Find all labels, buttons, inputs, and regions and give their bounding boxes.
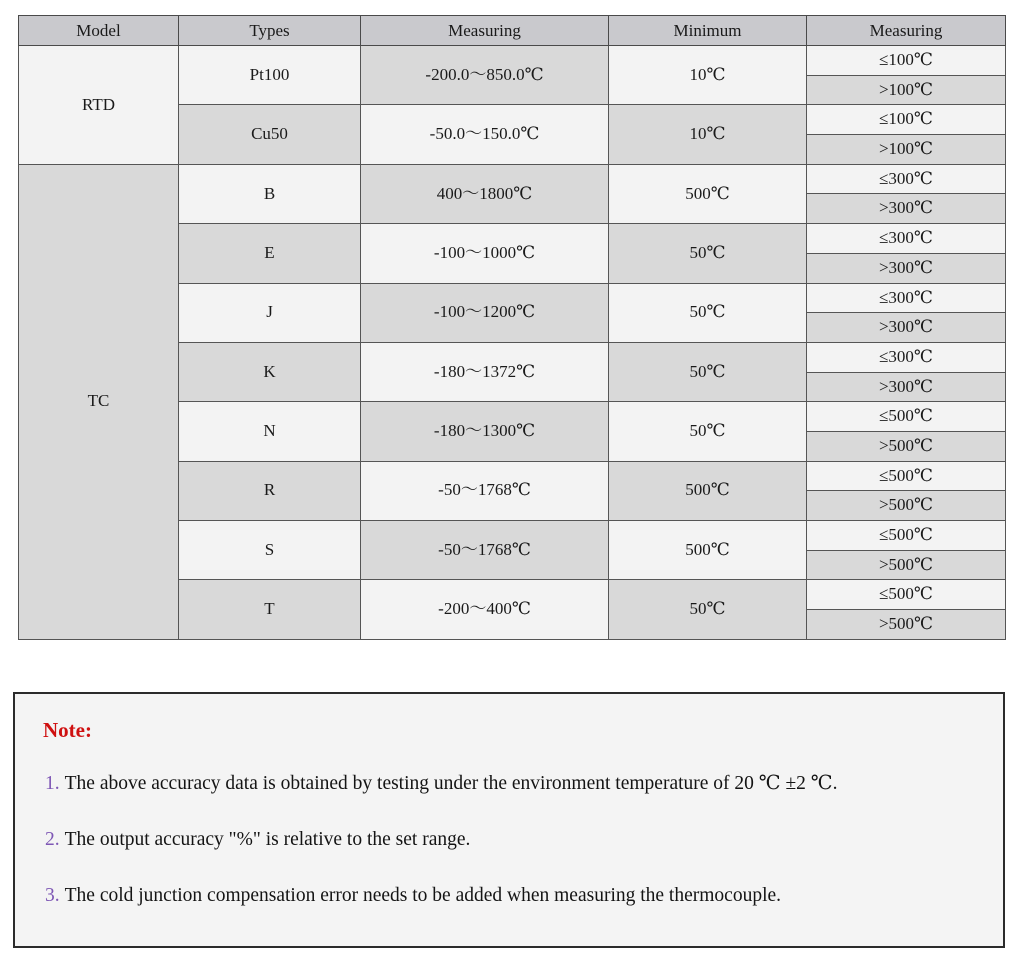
range-cell-low: ≤100℃ (807, 105, 1006, 135)
range-cell-high: >500℃ (807, 610, 1006, 640)
minimum-cell: 50℃ (609, 283, 807, 342)
note-item-text: The cold junction compensation error needs to be added when measuring the thermocouple. (64, 885, 782, 906)
model-cell-rtd: RTD (19, 46, 179, 165)
header-row (19, 16, 1006, 46)
col-header-measuring2: Measuring (807, 16, 1006, 46)
type-cell: T (179, 580, 361, 639)
range-cell-high: >300℃ (807, 194, 1006, 224)
minimum-cell: 50℃ (609, 580, 807, 639)
type-cell: R (179, 461, 361, 520)
range-cell-low: ≤500℃ (807, 521, 1006, 551)
note-item (45, 829, 979, 851)
minimum-cell: 500℃ (609, 521, 807, 580)
range-cell-low: ≤300℃ (807, 224, 1006, 254)
measuring-cell: -200～400℃ (361, 580, 609, 639)
measuring-cell: -100～1200℃ (361, 283, 609, 342)
col-header-model: Model (19, 16, 179, 46)
range-cell-low: ≤500℃ (807, 580, 1006, 610)
range-cell-high: >100℃ (807, 75, 1006, 105)
table-row (19, 164, 1006, 194)
range-cell-low: ≤300℃ (807, 283, 1006, 313)
type-cell: S (179, 521, 361, 580)
measuring-cell: -100～1000℃ (361, 224, 609, 283)
range-cell-high: >500℃ (807, 431, 1006, 461)
measuring-cell: -50～1768℃ (361, 461, 609, 520)
measuring-cell: -50～1768℃ (361, 521, 609, 580)
type-cell: E (179, 224, 361, 283)
range-cell-high: >300℃ (807, 372, 1006, 402)
note-item-number: 1. (45, 773, 60, 794)
col-header-measuring: Measuring (361, 16, 609, 46)
range-cell-high: >500℃ (807, 550, 1006, 580)
range-cell-low: ≤300℃ (807, 342, 1006, 372)
minimum-cell: 10℃ (609, 46, 807, 105)
note-item (45, 771, 979, 795)
note-box (13, 692, 1005, 948)
range-cell-low: ≤100℃ (807, 46, 1006, 76)
measuring-cell: -200.0～850.0℃ (361, 46, 609, 105)
note-item-text: The above accuracy data is obtained by testing under the environment temperature of 20 ℃ ±2 ℃. (64, 773, 838, 794)
note-item-number: 3. (45, 885, 60, 906)
range-cell-high: >100℃ (807, 135, 1006, 165)
measuring-cell: 400～1800℃ (361, 164, 609, 223)
type-cell: J (179, 283, 361, 342)
col-header-types: Types (179, 16, 361, 46)
type-cell: Pt100 (179, 46, 361, 105)
minimum-cell: 50℃ (609, 402, 807, 461)
minimum-cell: 500℃ (609, 461, 807, 520)
range-cell-low: ≤300℃ (807, 164, 1006, 194)
type-cell: B (179, 164, 361, 223)
minimum-cell: 50℃ (609, 224, 807, 283)
range-cell-high: >300℃ (807, 253, 1006, 283)
minimum-cell: 500℃ (609, 164, 807, 223)
measuring-cell: -50.0～150.0℃ (361, 105, 609, 164)
measuring-cell: -180～1372℃ (361, 342, 609, 401)
range-cell-high: >500℃ (807, 491, 1006, 521)
table-row (19, 46, 1006, 76)
note-title: Note: (43, 718, 92, 742)
minimum-cell: 10℃ (609, 105, 807, 164)
measuring-cell: -180～1300℃ (361, 402, 609, 461)
note-item (45, 885, 979, 907)
note-list (15, 771, 1003, 907)
range-cell-low: ≤500℃ (807, 461, 1006, 491)
minimum-cell: 50℃ (609, 342, 807, 401)
note-item-text: The output accuracy "%" is relative to the set range. (64, 829, 471, 850)
model-cell-tc: TC (19, 164, 179, 639)
type-cell: N (179, 402, 361, 461)
col-header-minimum: Minimum (609, 16, 807, 46)
note-item-number: 2. (45, 829, 60, 850)
spec-table (18, 15, 1006, 640)
type-cell: Cu50 (179, 105, 361, 164)
type-cell: K (179, 342, 361, 401)
range-cell-high: >300℃ (807, 313, 1006, 343)
range-cell-low: ≤500℃ (807, 402, 1006, 432)
